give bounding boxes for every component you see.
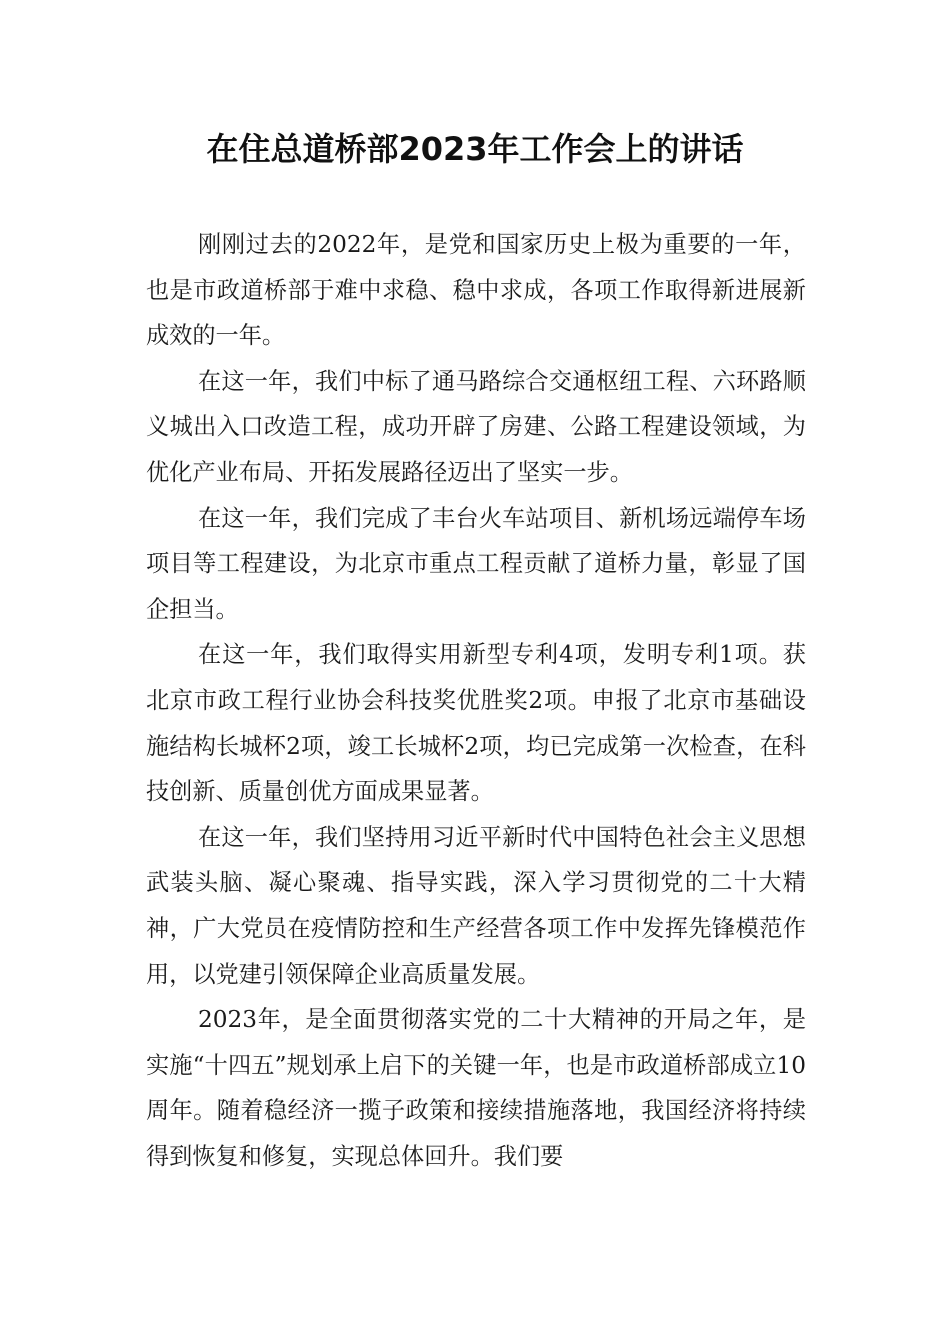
paragraph: 在这一年，我们中标了通马路综合交通枢纽工程、六环路顺义城出入口改造工程，成功开辟了房建、公路工程建设领域，为优化产业布局、开拓发展路径迈出了坚实一步。 <box>146 367 806 486</box>
page-title: 在住总道桥部2023年工作会上的讲话 <box>206 130 744 168</box>
paragraph: 在这一年，我们坚持用习近平新时代中国特色社会主义思想武装头脑、凝心聚魂、指导实践，深入学习贯彻党的二十大精神，广大党员在疫情防控和生产经营各项工作中发挥先锋模范作用，以党建引领保障企业高质量发展。 <box>146 823 806 988</box>
paragraph: 2023年，是全面贯彻落实党的二十大精神的开局之年，是实施“十四五”规划承上启下的关键一年，也是市政道桥部成立10周年。随着稳经济一揽子政策和接续措施落地，我国经济将持续得到恢复和修复，实现总体回升。我们要 <box>146 1006 806 1170</box>
document-body <box>146 222 806 1179</box>
paragraph: 在这一年，我们取得实用新型专利4项，发明专利1项。获北京市政工程行业协会科技奖优胜奖2项。申报了北京市基础设施结构长城杯2项，竣工长城杯2项，均已完成第一次检查，在科技创新、质量创优方面成果显著。 <box>146 641 806 806</box>
paragraph: 在这一年，我们完成了丰台火车站项目、新机场远端停车场项目等工程建设，为北京市重点工程贡献了道桥力量，彰显了国企担当。 <box>146 504 806 623</box>
paragraph: 刚刚过去的2022年，是党和国家历史上极为重要的一年，也是市政道桥部于难中求稳、稳中求成，各项工作取得新进展新成效的一年。 <box>146 231 806 350</box>
